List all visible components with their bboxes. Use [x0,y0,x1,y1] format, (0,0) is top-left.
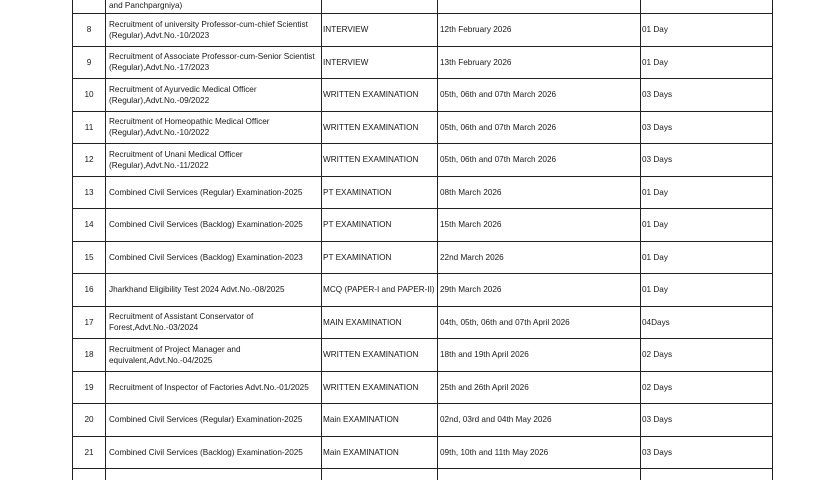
recruitment-name-cell: Combined Civil Services (Regular) Examination-2025 [106,176,322,209]
exam-type-cell: Main EXAMINATION [322,404,438,437]
empty-cell [438,469,641,480]
serial-cell: 14 [73,209,106,242]
exam-date-cell: 04th, 05th, 06th and 07th April 2026 [438,306,641,339]
recruitment-name-cell: Jharkhand Eligibility Test 2024 Advt.No.-08/2025 [106,274,322,307]
table-row [73,144,773,177]
exam-type-cell: WRITTEN EXAMINATION [322,339,438,372]
exam-schedule-body [73,0,773,480]
serial-cell: 16 [73,274,106,307]
duration-cell: 03 Days [641,111,773,144]
exam-date-cell: 02nd, 03rd and 04th May 2026 [438,404,641,437]
table-row-partial [73,0,773,14]
duration-cell: 01 Day [641,241,773,274]
exam-schedule-table [72,0,773,480]
table-row [73,371,773,404]
duration-cell: 02 Days [641,371,773,404]
recruitment-name-cell: Recruitment of Associate Professor-cum-Senior Scientist (Regular),Advt.No.-17/2023 [106,46,322,79]
serial-cell: 10 [73,79,106,112]
exam-date-cell [438,0,641,14]
exam-type-cell: PT EXAMINATION [322,209,438,242]
table-row [73,176,773,209]
exam-type-cell: Main EXAMINATION [322,436,438,469]
recruitment-name-cell: Combined Civil Services (Regular) Examination-2025 [106,404,322,437]
serial-cell: 19 [73,371,106,404]
exam-date-cell: 22nd March 2026 [438,241,641,274]
duration-cell: 03 Days [641,144,773,177]
exam-date-cell: 15th March 2026 [438,209,641,242]
empty-cell [106,469,322,480]
table-row [73,209,773,242]
exam-type-cell: INTERVIEW [322,46,438,79]
duration-cell [641,0,773,14]
exam-date-cell: 12th February 2026 [438,14,641,47]
exam-type-cell: MAIN EXAMINATION [322,306,438,339]
exam-date-cell: 09th, 10th and 11th May 2026 [438,436,641,469]
table-row-partial-bottom [73,469,773,480]
table-row [73,79,773,112]
serial-cell: 13 [73,176,106,209]
serial-cell: 21 [73,436,106,469]
table-row [73,241,773,274]
serial-cell: 15 [73,241,106,274]
recruitment-name-cell: Recruitment of Ayurvedic Medical Officer (Regular),Advt.No.-09/2022 [106,79,322,112]
serial-cell: 18 [73,339,106,372]
recruitment-name-cell: and Panchpargniya) [106,0,322,14]
recruitment-name-cell: Combined Civil Services (Backlog) Examination-2025 [106,209,322,242]
recruitment-name-cell: Recruitment of Assistant Conservator of Forest,Advt.No.-03/2024 [106,306,322,339]
recruitment-name-cell: Recruitment of university Professor-cum-chief Scientist (Regular),Advt.No.-10/2023 [106,14,322,47]
duration-cell: 01 Day [641,14,773,47]
table-row [73,274,773,307]
recruitment-name-cell: Combined Civil Services (Backlog) Examination-2023 [106,241,322,274]
recruitment-name-cell: Combined Civil Services (Backlog) Examination-2025 [106,436,322,469]
serial-cell: 12 [73,144,106,177]
exam-date-cell: 29th March 2026 [438,274,641,307]
serial-cell: 17 [73,306,106,339]
exam-type-cell: PT EXAMINATION [322,176,438,209]
serial-cell: 11 [73,111,106,144]
exam-date-cell: 08th March 2026 [438,176,641,209]
exam-date-cell: 05th, 06th and 07th March 2026 [438,111,641,144]
duration-cell: 01 Day [641,274,773,307]
exam-type-cell: WRITTEN EXAMINATION [322,144,438,177]
exam-type-cell: WRITTEN EXAMINATION [322,79,438,112]
exam-type-cell: PT EXAMINATION [322,241,438,274]
empty-cell [73,469,106,480]
table-row [73,46,773,79]
table-row [73,404,773,437]
duration-cell: 01 Day [641,209,773,242]
table-row [73,339,773,372]
empty-cell [641,469,773,480]
recruitment-name-cell: Recruitment of Homeopathic Medical Officer (Regular),Advt.No.-10/2022 [106,111,322,144]
recruitment-name-cell: Recruitment of Inspector of Factories Advt.No.-01/2025 [106,371,322,404]
recruitment-name-cell: Recruitment of Project Manager and equivalent,Advt.No.-04/2025 [106,339,322,372]
duration-cell: 03 Days [641,404,773,437]
table-row [73,111,773,144]
exam-date-cell: 05th, 06th and 07th March 2026 [438,79,641,112]
exam-type-cell [322,0,438,14]
exam-date-cell: 13th February 2026 [438,46,641,79]
serial-cell: 9 [73,46,106,79]
table-row [73,14,773,47]
table-row [73,306,773,339]
duration-cell: 03 Days [641,436,773,469]
serial-cell [73,0,106,14]
exam-type-cell: WRITTEN EXAMINATION [322,111,438,144]
duration-cell: 01 Day [641,176,773,209]
exam-type-cell: WRITTEN EXAMINATION [322,371,438,404]
serial-cell: 8 [73,14,106,47]
duration-cell: 02 Days [641,339,773,372]
exam-date-cell: 18th and 19th April 2026 [438,339,641,372]
exam-type-cell: INTERVIEW [322,14,438,47]
duration-cell: 04Days [641,306,773,339]
exam-date-cell: 25th and 26th April 2026 [438,371,641,404]
recruitment-name-cell: Recruitment of Unani Medical Officer (Regular),Advt.No.-11/2022 [106,144,322,177]
serial-cell: 20 [73,404,106,437]
duration-cell: 03 Days [641,79,773,112]
empty-cell [322,469,438,480]
exam-date-cell: 05th, 06th and 07th March 2026 [438,144,641,177]
exam-type-cell: MCQ (PAPER-I and PAPER-II) [322,274,438,307]
table-row [73,436,773,469]
duration-cell: 01 Day [641,46,773,79]
